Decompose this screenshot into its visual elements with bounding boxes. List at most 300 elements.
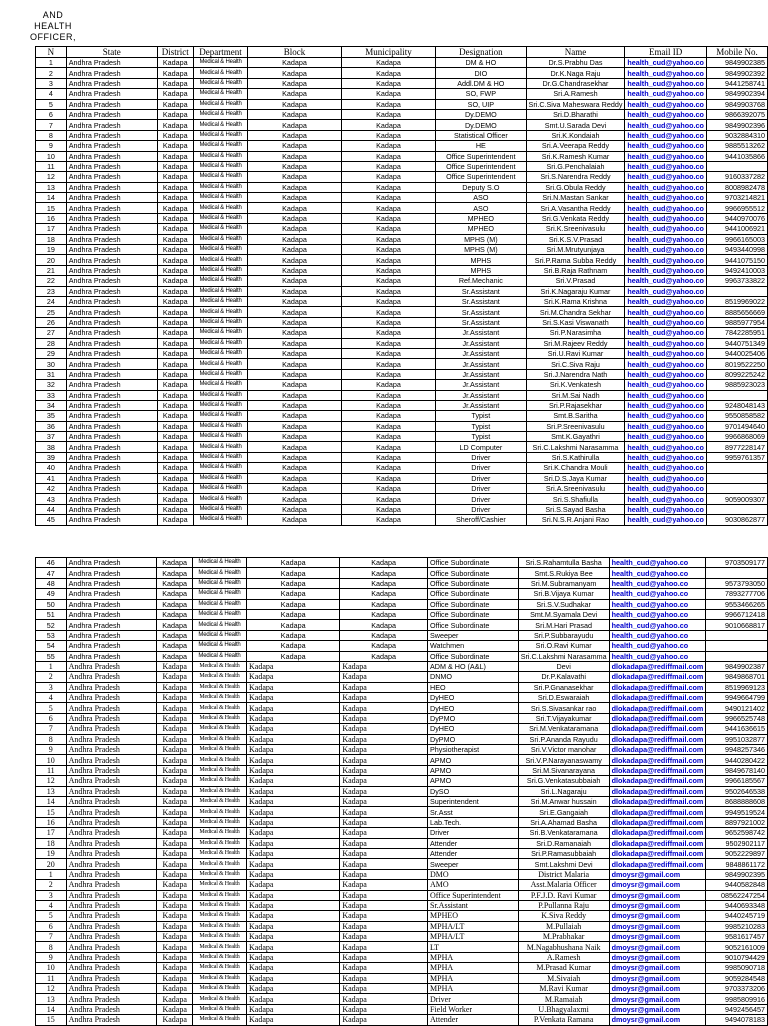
email-cell[interactable]: dlokadapa@rediffmail.com [609,713,706,723]
table-row [36,630,768,640]
table-row [36,296,768,306]
name-cell: Smt.U.Sarada Devi [526,120,625,130]
block-cell: Kadapa [247,578,340,588]
row-number: 10 [36,963,67,973]
municipality-cell: Kadapa [340,796,428,806]
table-row [36,724,768,734]
email-cell[interactable]: dlokadapa@rediffmail.com [609,828,706,838]
mobile-cell: 7893277706 [706,589,768,599]
email-cell[interactable]: dlokadapa@rediffmail.com [609,817,706,827]
designation-cell: Sr.Assistant [428,900,519,910]
block-cell: Kadapa [248,504,342,514]
designation-cell: Office Superintendent [436,172,526,182]
state-cell: Andhra Pradesh [66,182,157,192]
email-cell[interactable]: health_cud@yahoo.co [625,442,707,452]
email-cell[interactable]: health_cud@yahoo.co [625,421,707,431]
email-cell[interactable]: health_cud@yahoo.co [625,359,707,369]
mobile-cell: 9966165003 [706,234,767,244]
department-cell: Medical & Health [192,620,246,630]
row-number: 35 [36,411,67,421]
email-cell[interactable]: dlokadapa@rediffmail.com [609,796,706,806]
municipality-cell: Kadapa [341,442,435,452]
municipality-cell: Kadapa [340,599,428,609]
municipality-cell: Kadapa [340,641,428,651]
email-cell[interactable]: dlokadapa@rediffmail.com [609,838,706,848]
district-cell: Kadapa [157,641,193,651]
row-number: 17 [36,828,67,838]
email-cell[interactable]: health_cud@yahoo.co [625,182,707,192]
municipality-cell: Kadapa [341,400,435,410]
email-cell[interactable]: dlokadapa@rediffmail.com [609,776,706,786]
email-cell[interactable]: health_cud@yahoo.co [625,463,707,473]
district-cell: Kadapa [157,130,193,140]
name-cell: A.Ramesh [518,952,609,962]
municipality-cell: Kadapa [340,911,428,921]
email-cell[interactable]: health_cud@yahoo.co [625,286,707,296]
name-cell: Smt.S.Rukiya Bee [518,568,609,578]
email-cell[interactable]: dlokadapa@rediffmail.com [609,703,706,713]
email-cell[interactable]: dlokadapa@rediffmail.com [609,765,706,775]
designation-cell: LT [428,942,519,952]
email-cell[interactable]: health_cud@yahoo.co [625,307,707,317]
email-cell[interactable]: health_cud@yahoo.co [609,630,706,640]
email-cell[interactable]: health_cud@yahoo.co [625,296,707,306]
row-number: 3 [36,890,67,900]
row-number: 6 [36,921,67,931]
header-no: N [36,47,67,58]
designation-cell: Lab.Tech. [428,817,519,827]
email-cell[interactable]: dlokadapa@rediffmail.com [609,672,706,682]
email-cell[interactable]: health_cud@yahoo.co [625,68,707,78]
municipality-cell: Kadapa [341,317,435,327]
email-cell[interactable]: health_cud@yahoo.co [625,109,707,119]
email-cell[interactable]: dlokadapa@rediffmail.com [609,807,706,817]
department-cell: Medical & Health [192,880,246,890]
block-cell: Kadapa [247,828,340,838]
district-cell: Kadapa [157,99,193,109]
email-cell[interactable]: health_cud@yahoo.co [625,161,707,171]
email-cell[interactable]: health_cud@yahoo.co [625,78,707,88]
state-cell: Andhra Pradesh [66,380,157,390]
state-cell: Andhra Pradesh [66,193,157,203]
row-number: 5 [36,703,67,713]
email-cell[interactable]: dmoysr@gmail.com [609,994,706,1004]
email-cell[interactable]: health_cud@yahoo.co [609,568,706,578]
email-cell[interactable]: health_cud@yahoo.co [609,578,706,588]
email-cell[interactable]: health_cud@yahoo.co [609,599,706,609]
email-cell[interactable]: dmoysr@gmail.com [609,911,706,921]
email-cell[interactable]: health_cud@yahoo.co [609,609,706,619]
email-cell[interactable]: health_cud@yahoo.co [625,265,707,275]
name-cell: Sri.M.Subramanyam [518,578,609,588]
district-cell: Kadapa [157,776,193,786]
state-cell: Andhra Pradesh [66,880,157,890]
municipality-cell: Kadapa [340,932,428,942]
district-cell: Kadapa [157,348,193,358]
row-number: 9 [36,745,67,755]
designation-cell: Attender [428,848,519,858]
district-cell: Kadapa [157,609,193,619]
table-row [36,286,768,296]
row-number: 17 [36,224,67,234]
mobile-cell: 9494078183 [706,1015,768,1025]
header-line: OFFICER, [30,32,76,42]
row-number: 14 [36,796,67,806]
email-cell[interactable]: health_cud@yahoo.co [625,203,707,213]
district-cell: Kadapa [157,630,193,640]
district-cell: Kadapa [157,848,193,858]
municipality-cell: Kadapa [340,661,428,671]
district-cell: Kadapa [157,620,193,630]
name-cell: Sri.G.Obula Reddy [526,182,625,192]
email-cell[interactable]: health_cud@yahoo.co [625,193,707,203]
table-row [36,390,768,400]
department-cell: Medical & Health [193,224,247,234]
row-number: 11 [36,161,67,171]
name-cell: Sri.A.Veerapa Reddy [526,141,625,151]
block-cell: Kadapa [248,390,342,400]
email-cell[interactable]: health_cud@yahoo.co [609,620,706,630]
email-cell[interactable]: health_cud@yahoo.co [625,473,707,483]
table-row [36,765,768,775]
name-cell: Sri.V.Prasad [526,276,625,286]
designation-cell: MPHEO [428,911,519,921]
block-cell: Kadapa [247,973,340,983]
mobile-cell: 9010794429 [706,952,768,962]
email-cell[interactable]: health_cud@yahoo.co [625,338,707,348]
district-cell: Kadapa [157,786,193,796]
email-cell[interactable]: health_cud@yahoo.co [625,58,707,68]
state-cell: Andhra Pradesh [66,651,157,661]
row-number: 16 [36,817,67,827]
table-row [36,890,768,900]
row-number: 4 [36,89,67,99]
email-cell[interactable]: dmoysr@gmail.com [609,1004,706,1014]
district-cell: Kadapa [157,599,193,609]
department-cell: Medical & Health [193,463,247,473]
mobile-cell: 9849902395 [706,869,768,879]
email-cell[interactable]: dlokadapa@rediffmail.com [609,693,706,703]
department-cell: Medical & Health [192,693,246,703]
state-cell: Andhra Pradesh [66,203,157,213]
email-cell[interactable]: dlokadapa@rediffmail.com [609,734,706,744]
table-row [36,494,768,504]
name-cell: M.Pullaiah [518,921,609,931]
email-cell[interactable]: dlokadapa@rediffmail.com [609,848,706,858]
table-row [36,994,768,1004]
department-cell: Medical & Health [193,390,247,400]
row-number: 51 [36,609,67,619]
email-cell[interactable]: health_cud@yahoo.co [609,641,706,651]
district-cell: Kadapa [157,421,193,431]
state-cell: Andhra Pradesh [66,796,157,806]
row-number: 3 [36,78,67,88]
email-cell[interactable]: health_cud@yahoo.co [625,245,707,255]
department-cell: Medical & Health [193,58,247,68]
email-cell[interactable]: dmoysr@gmail.com [609,880,706,890]
department-cell: Medical & Health [193,213,247,223]
email-cell[interactable]: dmoysr@gmail.com [609,932,706,942]
table-row [36,203,768,213]
row-number: 33 [36,390,67,400]
table-row [36,942,768,952]
email-cell[interactable]: dlokadapa@rediffmail.com [609,745,706,755]
mobile-cell: 8519969123 [706,682,768,692]
row-number: 12 [36,776,67,786]
email-cell[interactable]: dlokadapa@rediffmail.com [609,724,706,734]
department-cell: Medical & Health [193,255,247,265]
email-cell[interactable]: health_cud@yahoo.co [625,317,707,327]
department-cell: Medical & Health [192,641,246,651]
email-cell[interactable]: health_cud@yahoo.co [609,651,706,661]
state-cell: Andhra Pradesh [66,869,157,879]
municipality-cell: Kadapa [341,193,435,203]
row-number: 45 [36,515,67,525]
email-cell[interactable]: health_cud@yahoo.co [625,141,707,151]
email-cell[interactable]: dmoysr@gmail.com [609,963,706,973]
email-cell[interactable]: health_cud@yahoo.co [625,484,707,494]
mobile-cell: 9441035866 [706,151,767,161]
state-cell: Andhra Pradesh [66,484,157,494]
email-cell[interactable]: dlokadapa@rediffmail.com [609,755,706,765]
mobile-cell [706,484,767,494]
designation-cell: AMO [428,880,519,890]
email-cell[interactable]: health_cud@yahoo.co [625,452,707,462]
state-cell: Andhra Pradesh [66,661,157,671]
department-cell: Medical & Health [192,703,246,713]
table-row [36,172,768,182]
email-cell[interactable]: dlokadapa@rediffmail.com [609,786,706,796]
table-row [36,900,768,910]
block-cell: Kadapa [248,120,342,130]
district-cell: Kadapa [157,442,193,452]
district-cell: Kadapa [157,994,193,1004]
email-cell[interactable]: health_cud@yahoo.co [625,130,707,140]
department-cell: Medical & Health [192,984,246,994]
state-cell: Andhra Pradesh [66,745,157,755]
block-cell: Kadapa [248,161,342,171]
state-cell: Andhra Pradesh [66,558,157,568]
state-cell: Andhra Pradesh [66,859,157,869]
mobile-cell: 9440280422 [706,755,768,765]
email-cell[interactable]: dlokadapa@rediffmail.com [609,682,706,692]
mobile-cell: 9573793050 [706,578,768,588]
email-cell[interactable]: health_cud@yahoo.co [625,504,707,514]
municipality-cell: Kadapa [341,494,435,504]
email-cell[interactable]: health_cud@yahoo.co [625,99,707,109]
name-cell: Sri.M.Venkataramana [518,724,609,734]
designation-cell: Sweeper [428,859,519,869]
designation-cell: MPHA [428,984,519,994]
email-cell[interactable]: health_cud@yahoo.co [625,369,707,379]
email-cell[interactable]: health_cud@yahoo.co [625,348,707,358]
email-cell[interactable]: dmoysr@gmail.com [609,1015,706,1025]
email-cell[interactable]: dmoysr@gmail.com [609,869,706,879]
department-cell: Medical & Health [193,442,247,452]
block-cell: Kadapa [248,99,342,109]
email-cell[interactable]: health_cud@yahoo.co [625,172,707,182]
mobile-cell [706,641,768,651]
district-cell: Kadapa [157,942,193,952]
block-cell: Kadapa [247,869,340,879]
email-cell[interactable]: health_cud@yahoo.co [625,151,707,161]
name-cell: Sri.K.S.V.Prasad [526,234,625,244]
designation-cell: Office Subordinate [428,609,519,619]
row-number: 14 [36,1004,67,1014]
name-cell: Sri.A.Ramesh [526,89,625,99]
municipality-cell: Kadapa [340,630,428,640]
mobile-cell: 9440582848 [706,880,768,890]
row-number: 14 [36,193,67,203]
email-cell[interactable]: dmoysr@gmail.com [609,973,706,983]
mobile-cell: 9966955512 [706,203,767,213]
mobile-cell: 9849902387 [706,661,768,671]
name-cell: M.Prabhakar [518,932,609,942]
district-cell: Kadapa [157,234,193,244]
email-cell[interactable]: health_cud@yahoo.co [625,224,707,234]
block-cell: Kadapa [247,880,340,890]
designation-cell: Driver [436,484,526,494]
email-cell[interactable]: health_cud@yahoo.co [609,558,706,568]
department-cell: Medical & Health [193,276,247,286]
header-line: HEALTH [34,21,72,31]
block-cell: Kadapa [248,421,342,431]
row-number: 52 [36,620,67,630]
mobile-cell: 9440970076 [706,213,767,223]
municipality-cell: Kadapa [340,984,428,994]
name-cell: M.Prasad Kumar [518,963,609,973]
state-cell: Andhra Pradesh [66,369,157,379]
email-cell[interactable]: health_cud@yahoo.co [625,380,707,390]
district-cell: Kadapa [157,734,193,744]
email-cell[interactable]: health_cud@yahoo.co [625,255,707,265]
municipality-cell: Kadapa [340,558,428,568]
email-cell[interactable]: health_cud@yahoo.co [625,390,707,400]
block-cell: Kadapa [248,224,342,234]
table-row [36,661,768,671]
email-cell[interactable]: dmoysr@gmail.com [609,921,706,931]
district-cell: Kadapa [157,755,193,765]
row-number: 41 [36,473,67,483]
email-cell[interactable]: health_cud@yahoo.co [625,213,707,223]
state-cell: Andhra Pradesh [66,1015,157,1025]
designation-cell: DyHEO [428,693,519,703]
municipality-cell: Kadapa [340,672,428,682]
name-cell: Sri.B.Vijaya Kumar [518,589,609,599]
designation-cell: MPHA [428,963,519,973]
department-cell: Medical & Health [193,484,247,494]
block-cell: Kadapa [247,911,340,921]
email-cell[interactable]: health_cud@yahoo.co [609,589,706,599]
name-cell: P.Pullanna Raju [518,900,609,910]
table-row [36,109,768,119]
district-cell: Kadapa [157,880,193,890]
state-cell: Andhra Pradesh [66,786,157,796]
state-cell: Andhra Pradesh [66,421,157,431]
state-cell: Andhra Pradesh [66,828,157,838]
email-cell[interactable]: health_cud@yahoo.co [625,328,707,338]
table-row [36,265,768,275]
row-number: 1 [36,661,67,671]
row-number: 11 [36,765,67,775]
state-cell: Andhra Pradesh [66,693,157,703]
department-cell: Medical & Health [193,203,247,213]
header-mobile: Mobile No. [706,47,767,58]
block-cell: Kadapa [247,1004,340,1014]
state-cell: Andhra Pradesh [66,120,157,130]
email-cell[interactable]: dmoysr@gmail.com [609,890,706,900]
row-number: 18 [36,838,67,848]
row-number: 44 [36,504,67,514]
state-cell: Andhra Pradesh [66,494,157,504]
table-row [36,58,768,68]
email-cell[interactable]: dmoysr@gmail.com [609,952,706,962]
designation-cell: ASO [436,203,526,213]
district-cell: Kadapa [157,568,193,578]
mobile-cell: 9985809916 [706,994,768,1004]
designation-cell: Jr.Assistant [436,380,526,390]
email-cell[interactable]: dlokadapa@rediffmail.com [609,661,706,671]
block-cell: Kadapa [248,68,342,78]
designation-cell: DNMO [428,672,519,682]
state-cell: Andhra Pradesh [66,630,157,640]
header-line: AND [42,10,64,20]
table-row [36,609,768,619]
email-cell[interactable]: health_cud@yahoo.co [625,515,707,525]
email-cell[interactable]: health_cud@yahoo.co [625,432,707,442]
email-cell[interactable]: health_cud@yahoo.co [625,494,707,504]
municipality-cell: Kadapa [341,234,435,244]
mobile-cell: 9985090718 [706,963,768,973]
designation-cell: Dy.DEMO [436,120,526,130]
email-cell[interactable]: health_cud@yahoo.co [625,120,707,130]
table-row [36,359,768,369]
row-number: 12 [36,172,67,182]
table-row [36,245,768,255]
state-cell: Andhra Pradesh [66,161,157,171]
email-cell[interactable]: dmoysr@gmail.com [609,900,706,910]
state-cell: Andhra Pradesh [66,400,157,410]
header-block: Block [248,47,342,58]
block-cell: Kadapa [247,630,340,640]
district-cell: Kadapa [157,494,193,504]
block-cell: Kadapa [247,620,340,630]
mobile-cell: 9849903768 [706,99,767,109]
email-cell[interactable]: health_cud@yahoo.co [625,411,707,421]
designation-cell: Attender [428,1015,519,1025]
email-cell[interactable]: health_cud@yahoo.co [625,234,707,244]
email-cell[interactable]: health_cud@yahoo.co [625,276,707,286]
municipality-cell: Kadapa [340,693,428,703]
email-cell[interactable]: dlokadapa@rediffmail.com [609,859,706,869]
department-cell: Medical & Health [192,589,246,599]
email-cell[interactable]: dmoysr@gmail.com [609,942,706,952]
block-cell: Kadapa [247,682,340,692]
department-cell: Medical & Health [193,348,247,358]
department-cell: Medical & Health [193,504,247,514]
email-cell[interactable]: health_cud@yahoo.co [625,89,707,99]
header-caption [30,10,76,43]
state-cell: Andhra Pradesh [66,328,157,338]
municipality-cell: Kadapa [341,265,435,275]
header-designation: Designation [436,47,526,58]
email-cell[interactable]: health_cud@yahoo.co [625,400,707,410]
municipality-cell: Kadapa [341,359,435,369]
email-cell[interactable]: dmoysr@gmail.com [609,984,706,994]
table-row [36,328,768,338]
table-row [36,786,768,796]
block-cell: Kadapa [247,641,340,651]
